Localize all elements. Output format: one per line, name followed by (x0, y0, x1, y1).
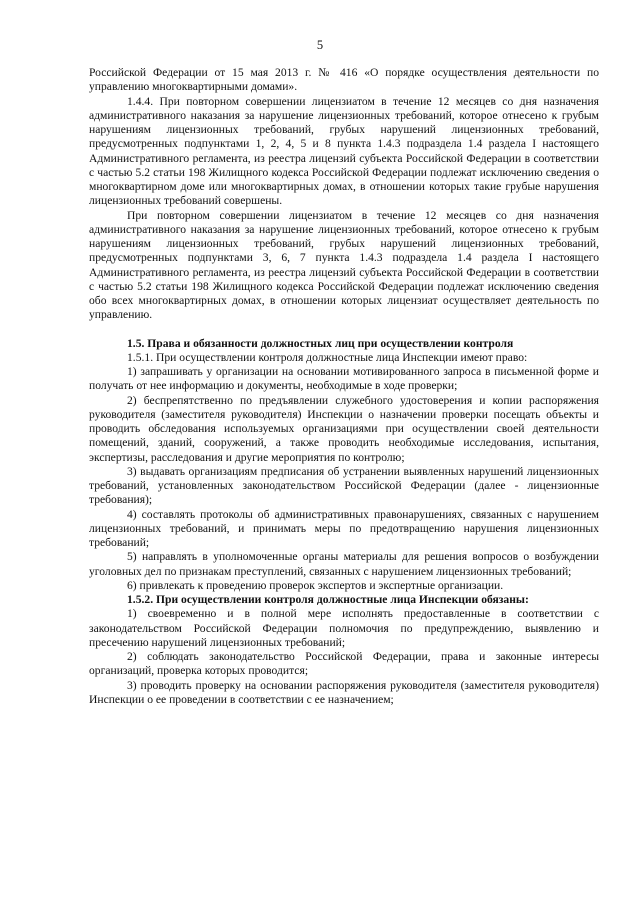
page-number: 5 (316, 38, 324, 52)
paragraph-1-5-1: 1.5.1. При осуществлении контроля должностные лица Инспекции имеют право: (127, 350, 528, 364)
duty-item-1: 1) своевременно и в полной мере исполнять предоставленные в соответствии с законодательством Российской Федерации полномочия по предупреждению, выявлению и пресечению нарушений лицензионных требований; (89, 607, 599, 649)
duty-item-2: 2) соблюдать законодательство Российской Федерации, права и законные интересы организаций, проверка которых проводится; (89, 650, 599, 678)
right-item-4: 4) составлять протоколы об административных правонарушениях, связанных с нарушением лицензионных требований, и принимать меры по предотвращению нарушения лицензионных требований; (89, 507, 599, 549)
right-item-5: 5) направлять в уполномоченные органы материалы для решения вопросов о возбуждении уголовных дел по признакам преступлений, связанных с нарушением лицензионных требований; (89, 550, 599, 578)
right-item-3: 3) выдавать организациям предписания об устранении выявленных нарушений лицензионных требований, установленных законодательством Российской Федерации (далее - лицензионные требования); (89, 464, 599, 507)
paragraph-1-5-2: 1.5.2. При осуществлении контроля должностные лица Инспекции обязаны: (127, 593, 529, 606)
paragraph-repeat-violation: При повторном совершении лицензиатом в течение 12 месяцев со дня назначения административного наказания за нарушение лицензионных требований, которое отнесено к грубым нарушениям лицензионных требований, грубых нарушений лицензионных требований, предусмотренных подпунктами 3, 6, 7 пункта 1.4.3 подраздела 1.4 раздела I настоящего Административного регламента, из реестра лицензий субъекта Российской Федерации в соответствии с частью 5.2 статьи 198 Жилищного кодекса Российской Федерации подлежат исключению сведения обо всех многоквартирных домах, в отношении которых лицензиат осуществляет деятельность по управлению. (89, 208, 599, 322)
paragraph-continuation: Российской Федерации от 15 мая 2013 г. № 416 «О порядке осуществления деятельности по управлению многоквартирными домами». (89, 66, 599, 94)
right-item-6: 6) привлекать к проведению проверок экспертов и экспертные организации. (127, 578, 504, 592)
right-item-2: 2) беспрепятственно по предъявлении служебного удостоверения и копии распоряжения руководителя (заместителя руководителя) Инспекции о назначении проверки посещать объекты и проводить обследования используемых организациями при осуществлении своей деятельности помещений, зданий, сооружений, а также проводить необходимые исследования, испытания, экспертизы, расследования и другие мероприятия по контролю; (89, 393, 599, 464)
document-body (89, 66, 599, 707)
right-item-1: 1) запрашивать у организации на основании мотивированного запроса в письменной форме и получать от нее информацию и документы, необходимые в ходе проверки; (89, 365, 599, 393)
section-heading-1-5: 1.5. Права и обязанности должностных лиц при осуществлении контроля (127, 336, 514, 350)
paragraph-1-4-4: 1.4.4. При повторном совершении лицензиатом в течение 12 месяцев со дня назначения административного наказания за нарушение лицензионных требований, которое отнесено к грубым нарушениям лицензионных требований, грубых нарушений лицензионных требований, предусмотренных подпунктами 1, 2, 4, 5 и 8 пункта 1.4.3 подраздела 1.4 раздела I настоящего Административного регламента, из реестра лицензий субъекта Российской Федерации в соответствии с частью 5.2 статьи 198 Жилищного кодекса Российской Федерации подлежат исключению сведения о многоквартирном доме или многоквартирных домах, в отношении которых такие грубые нарушения лицензионных требований совершены. (89, 94, 599, 208)
duty-item-3: 3) проводить проверку на основании распоряжения руководителя (заместителя руководителя) Инспекции о ее проведении в соответствии с ее назначением; (89, 678, 599, 706)
